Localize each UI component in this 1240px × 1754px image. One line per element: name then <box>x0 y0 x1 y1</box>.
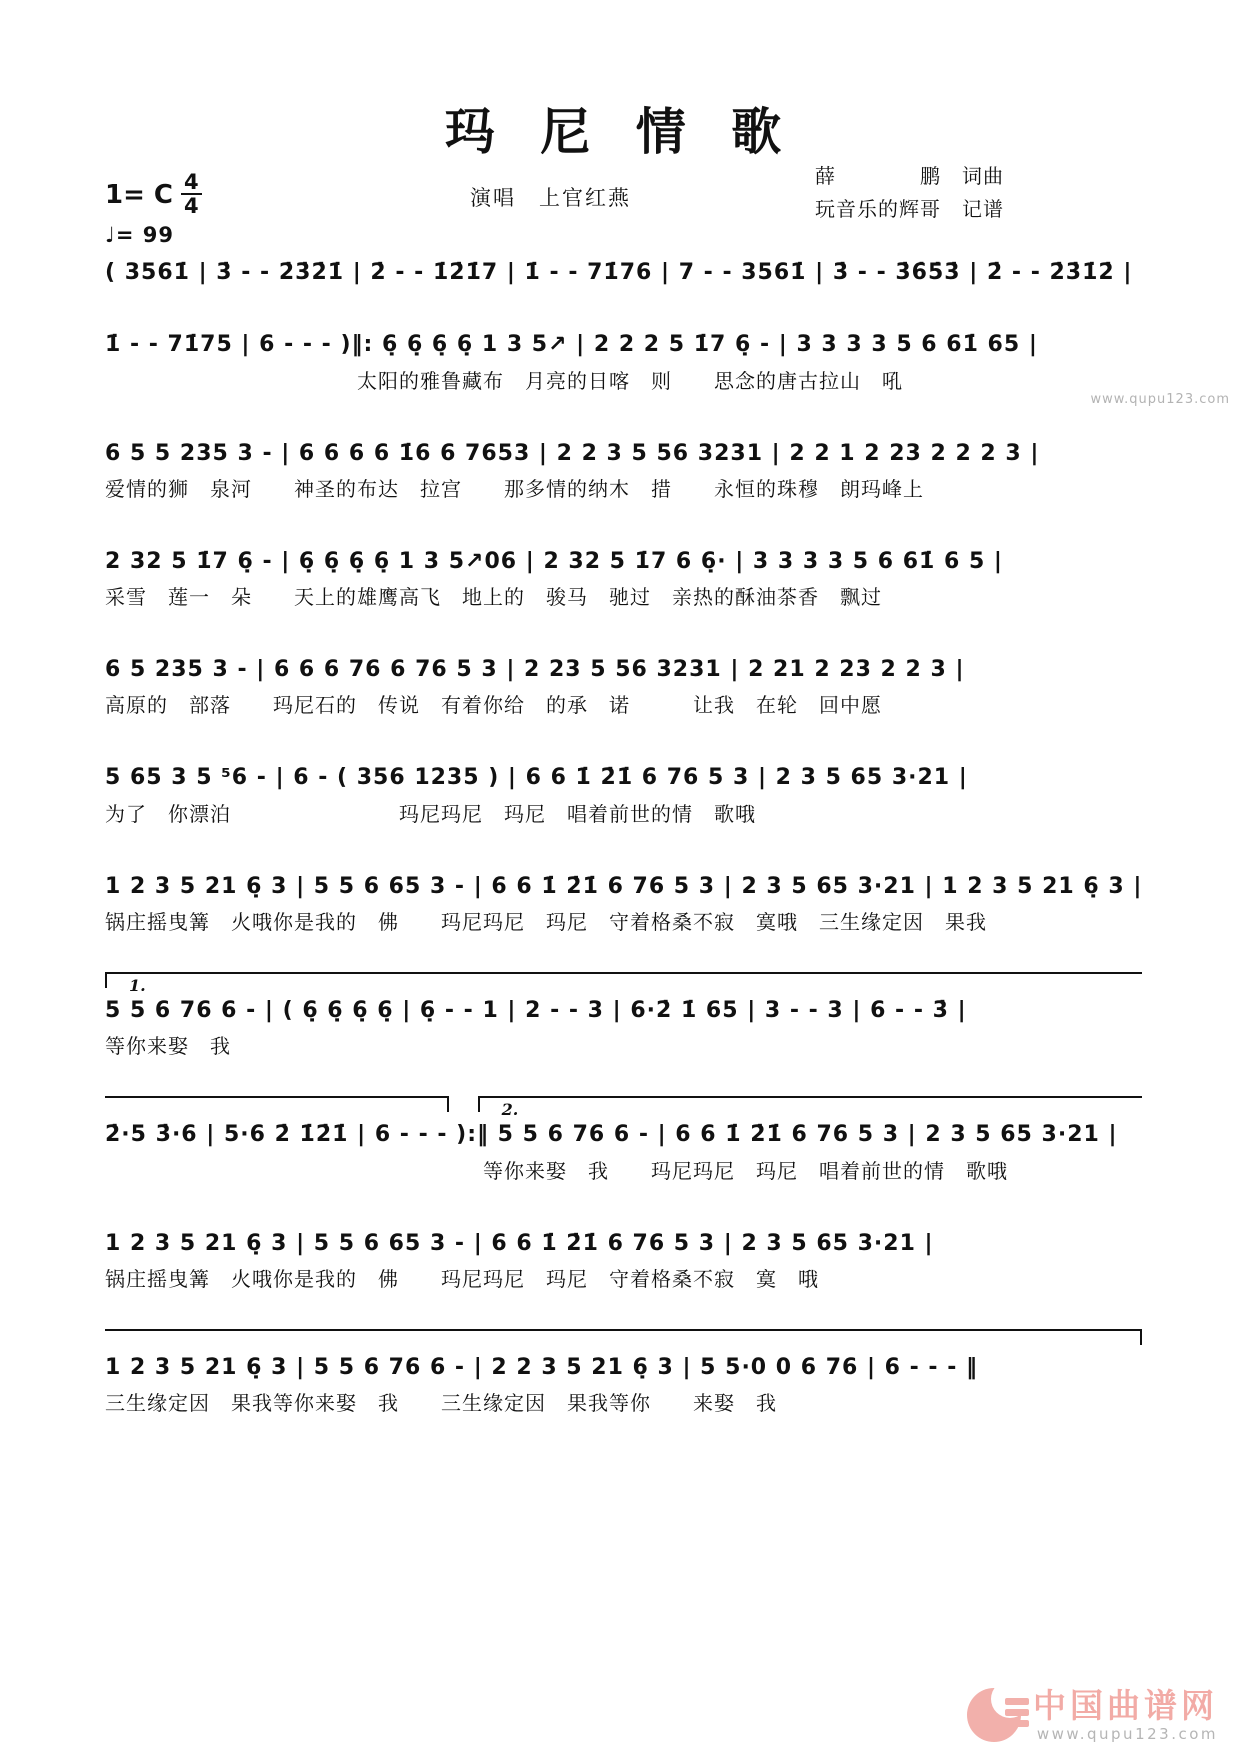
staff-system <box>105 539 1140 610</box>
staff-system <box>105 431 1140 502</box>
volta-row <box>105 1329 1140 1351</box>
composer-credit-line: 薛 鹏 词曲 <box>815 164 1004 188</box>
lyrics-line: 等你来娶 我 玛尼玛尼 玛尼 唱着前世的情 歌哦 <box>105 1158 1008 1183</box>
staff-system <box>105 755 1140 826</box>
lyrics-line: 三生缘定因 果我等你来娶 我 三生缘定因 果我等你 来娶 我 <box>105 1391 777 1416</box>
lyrics-line: 锅庄摇曳篝 火哦你是我的 佛 玛尼玛尼 玛尼 守着格桑不寂 寞 哦 <box>105 1266 819 1291</box>
volta-bracket <box>478 1096 1142 1120</box>
lyrics-line: 高原的 部落 玛尼石的 传说 有着你给 的承 诺 让我 在轮 回中愿 <box>105 693 882 718</box>
volta-bracket <box>105 972 1142 996</box>
lyrics-line: 锅庄摇曳篝 火哦你是我的 佛 玛尼玛尼 玛尼 守着格桑不寂 寞哦 三生缘定因 果我 <box>105 910 987 935</box>
lyrics-line: 爱情的狮 泉河 神圣的布达 拉宫 那多情的纳木 措 永恒的珠穆 朗玛峰上 <box>105 476 924 501</box>
staff-system <box>105 322 1140 393</box>
notation-line: 1 2 3 5 21 6̣ 3 | 5 5 6 65 3 - | 6 6 1̇ 2̇1̇ 6 76 5 3 | 2 3 5 65 3·21 | 1 2 3 5 21 6̣ 3 | <box>105 873 1143 899</box>
notation-area <box>105 250 1143 1453</box>
performer-credit: 演唱 上官红燕 <box>470 186 631 210</box>
notation-line: 2 32 5 1̇7 6̣ - | 6̣ 6̣ 6̣ 6̣ 1 3 5↗06 | 2 32 5 1̇7 6 6̣· | 3 3 3 3 5 6 61̇ 6 5 | <box>105 548 1003 574</box>
volta-bracket <box>105 1329 1142 1345</box>
notation-line: 1̇ - - 71̇75 | 6 - - - )‖: 6̣ 6̣ 6̣ 6̣ 1 3 5↗ | 2 2 2 5 1̇7 6̣ - | 3 3 3 3 5 6 61̇ 65 | <box>105 332 1038 358</box>
qupu123-logo-icon <box>967 1688 1023 1744</box>
volta-bracket <box>105 1096 449 1112</box>
key-signature: 1= C <box>105 179 174 210</box>
staff-system <box>105 1096 1140 1183</box>
staff-system <box>105 1221 1140 1292</box>
staff-system <box>105 250 1140 285</box>
notation-line: 6 5 5 235 3 - | 6 6 6 6 1̇6 6 7653 | 2 2 3 5 56 3231 | 2 2 1 2 23 2 2 2 3 | <box>105 440 1040 466</box>
notation-line: 6 5 235 3 - | 6 6 6 76 6 76 5 3 | 2 23 5 56 3231 | 2 21 2 23 2 2 3 | <box>105 657 965 683</box>
volta-row <box>105 1096 1140 1118</box>
volta-label: 1. <box>129 976 146 996</box>
volta-row <box>105 972 1140 994</box>
notation-line: 1 2 3 5 21 6̣ 3 | 5 5 6 76 6 - | 2 2 3 5 21 6̣ 3 | 5 5·0 0 6 76 | 6 - - - ‖ <box>105 1354 979 1380</box>
site-footer-logo <box>967 1685 1218 1744</box>
watermark-url: www.qupu123.com <box>1090 392 1230 407</box>
notation-line: 5 5 6 76 6 - | ( 6̣ 6̣ 6̣ 6̣ | 6̣ - - 1 | 2 - - 3 | 6·2̇ 1̇ 65 | 3 - - 3 | 6 - - 3̇ | <box>105 998 967 1024</box>
staff-system <box>105 972 1140 1059</box>
time-signature-numerator: 4 <box>184 170 199 194</box>
key-signature-block <box>105 172 202 247</box>
site-name: 中国曲谱网 <box>1033 1685 1218 1725</box>
volta-label: 2. <box>501 1100 519 1120</box>
notation-line: 2̇·5 3̇·6 | 5·6 2̇ 1̇2̇1̇ | 6 - - - ):‖ 5 5 6 76 6 - | 6 6 1̇ 2̇1̇ 6 76 5 3 | 2 3 5 65 3·21 | <box>105 1122 1118 1148</box>
notation-line: ( 3561̇ | 3̇ - - 2̇3̇2̇1̇ | 2̇ - - 1̇2̇1̇7 | 1̇ - - 71̇76 | 7 - - 3561̇ | 3̇ - - 3̇6̇5̇3̇ | 2̇ - - 2̇3̇1̇2̇ | <box>105 260 1133 285</box>
composer-credits <box>815 160 1004 226</box>
time-signature-denominator: 4 <box>181 193 202 217</box>
staff-system <box>105 864 1143 935</box>
song-title: 玛 尼 情 歌 <box>444 102 796 161</box>
notation-line: 1 2 3 5 21 6̣ 3 | 5 5 6 65 3 - | 6 6 1̇ 2̇1̇ 6 76 5 3 | 2 3 5 65 3·21 | <box>105 1230 934 1256</box>
lyrics-line: 等你来娶 我 <box>105 1034 231 1059</box>
staff-system <box>105 1329 1140 1416</box>
tempo-marking: ♩= 99 <box>105 223 175 247</box>
lyrics-line: 太阳的雅鲁藏布 月亮的日喀 则 思念的唐古拉山 吼 <box>105 368 903 393</box>
site-url: www.qupu123.com <box>1036 1725 1218 1744</box>
staff-system <box>105 647 1140 718</box>
transcriber-credit-line: 玩音乐的辉哥 记谱 <box>815 197 1004 221</box>
lyrics-line: 为了 你漂泊 玛尼玛尼 玛尼 唱着前世的情 歌哦 <box>105 801 756 826</box>
lyrics-line: 采雪 莲一 朵 天上的雄鹰高飞 地上的 骏马 驰过 亲热的酥油茶香 飘过 <box>105 585 882 610</box>
time-signature <box>181 172 202 217</box>
notation-line: 5 65 3 5 ⁵6 - | 6 - ( 356 1235 ) | 6 6 1̇ 2̇1̇ 6 76 5 3 | 2 3 5 65 3·21 | <box>105 765 968 791</box>
